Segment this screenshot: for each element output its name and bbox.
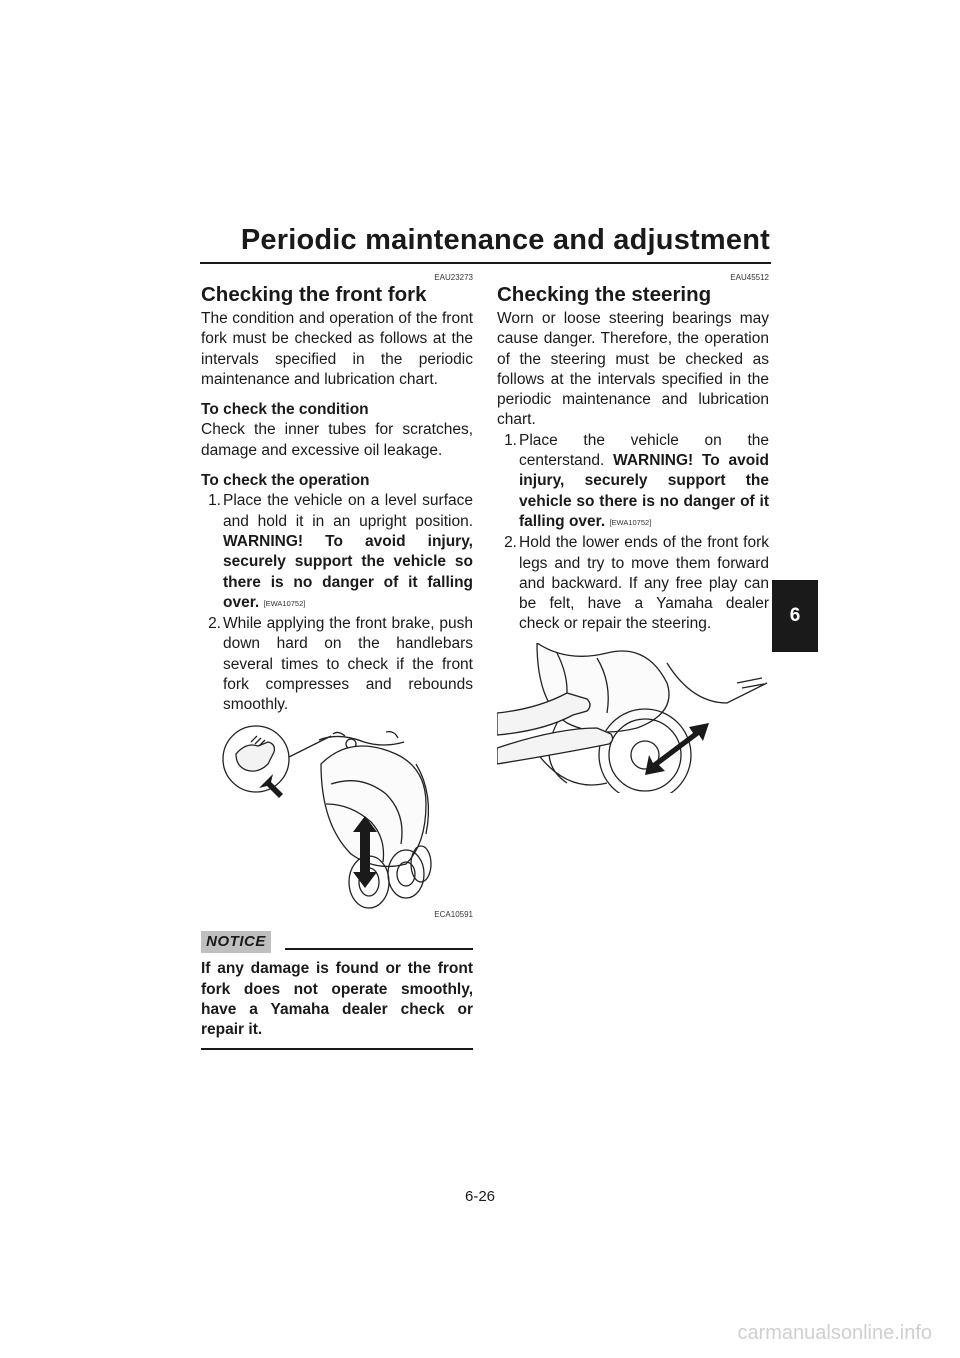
list-item xyxy=(497,431,769,533)
section-title-steering: Checking the steering xyxy=(497,283,712,306)
page-header-title: Periodic maintenance and adjustment xyxy=(240,224,770,256)
notice-rule-top xyxy=(285,948,473,950)
list-item xyxy=(201,614,473,715)
step-text: While applying the front brake, push down hard on the handlebars several times to check if the front fork compresses and rebounds smoothly. xyxy=(223,615,473,714)
list-item xyxy=(201,491,473,614)
warning-ref-code: [EWA10752] xyxy=(263,598,306,608)
left-column xyxy=(201,273,473,1050)
condition-text: Check the inner tubes for scratches, damage and excessive oil leakage. xyxy=(201,421,473,459)
section-code: EAU23273 xyxy=(434,273,473,282)
steering-intro: Worn or loose steering bearings may cause danger. Therefore, the operation of the steering must be checked as follows at the intervals specified in the periodic maintenance and lubrication chart. xyxy=(497,310,769,429)
step-number: 1. xyxy=(208,492,221,510)
scooter-front-illustration xyxy=(201,724,473,909)
front-fork-figure xyxy=(201,724,473,926)
notice-label: NOTICE xyxy=(201,931,271,953)
step-number: 2. xyxy=(208,615,221,633)
notice-text: If any damage is found or the front fork does not operate smoothly, have a Yamaha dealer check or repair it. xyxy=(201,960,473,1039)
step-number: 2. xyxy=(504,534,517,552)
section-code: EAU45512 xyxy=(730,273,769,282)
step-warning: WARNING! To avoid injury, securely support the vehicle so there is no danger of it falling over. xyxy=(223,532,473,611)
step-text: Place the vehicle on a level surface and hold it in an upright position. xyxy=(223,492,473,530)
page-number: 6-26 xyxy=(464,1188,496,1205)
notice-rule-bottom xyxy=(201,1048,473,1050)
step-warning: WARNING! To avoid injury, securely support the vehicle so there is no danger of it falling over. xyxy=(519,452,769,530)
condition-heading: To check the condition xyxy=(201,401,369,419)
step-text: Place the vehicle on the centerstand. xyxy=(519,431,769,470)
header-rule xyxy=(200,262,771,264)
watermark: carmanualsonline.info xyxy=(737,1322,932,1344)
operation-steps xyxy=(201,491,473,715)
front-fork-intro: The condition and operation of the front fork must be checked as follows at the intervals specified in the periodic maintenance and lubrication chart. xyxy=(201,310,473,388)
right-column xyxy=(497,273,769,799)
operation-heading: To check the operation xyxy=(201,472,370,490)
list-item xyxy=(497,533,769,634)
chapter-tab: 6 xyxy=(772,580,818,652)
warning-ref-code: [EWA10752] xyxy=(609,517,652,527)
steering-figure xyxy=(497,643,769,799)
notice-header xyxy=(201,931,473,953)
steering-steps xyxy=(497,431,769,635)
section-title-front-fork: Checking the front fork xyxy=(201,283,427,306)
figure-code: ECA10591 xyxy=(434,909,473,919)
steering-check-illustration xyxy=(497,643,769,793)
step-number: 1. xyxy=(504,431,517,449)
step-text: Hold the lower ends of the front fork legs and try to move them forward and backward. If any free play can be felt, have a Yamaha dealer check or repair the steering. xyxy=(519,534,769,633)
